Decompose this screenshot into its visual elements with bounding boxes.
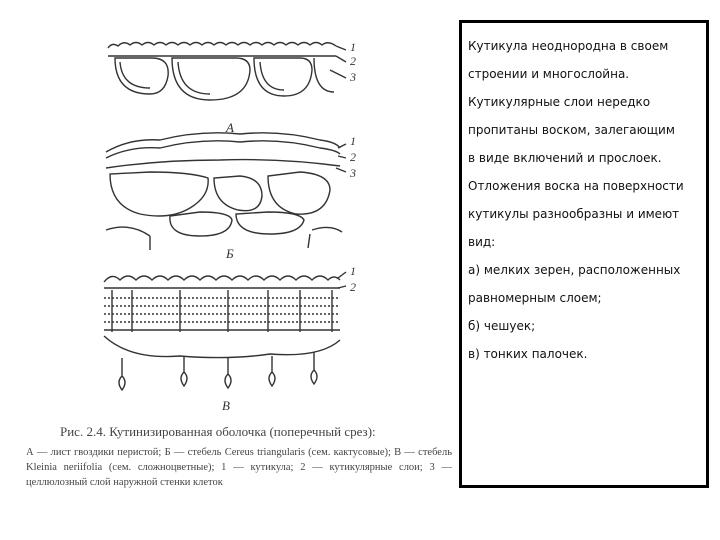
text-line-1: Кутикула неоднородна в своем [468,39,669,53]
panel-c-label: В [222,398,230,413]
text-line-4: пропитаны воском, залегающим [468,123,675,137]
text-line-12: в) тонких палочек. [468,347,588,361]
panel-a-layer-2-label: 2 [350,54,356,68]
text-line-9: а) мелких зерен, расположенных [468,263,681,277]
text-line-11: б) чешуек; [468,319,536,333]
panel-c-drawing [104,276,340,390]
panel-b-drawing [106,133,342,250]
text-line-10: равномерным слоем; [468,291,602,305]
description-text-box [459,20,709,488]
text-line-7: кутикулы разнообразны и имеют [468,207,680,221]
panel-a-drawing [108,43,336,101]
panel-b-layer-1-label: 1 [350,134,356,148]
text-line-8: вид: [468,235,496,249]
panel-b-label: Б [226,246,234,261]
cuticle-drawing [0,0,460,420]
text-line-2: строении и многослойна. [468,67,630,81]
panel-a-layer-1-label: 1 [350,40,356,54]
panel-a-label: А [226,120,234,135]
text-line-3: Кутикулярные слои нередко [468,95,651,109]
panel-b-layer-3-label: 3 [350,166,356,180]
text-line-5: в виде включений и прослоек. [468,151,662,165]
text-line-6: Отложения воска на поверхности [468,179,684,193]
panel-a-layer-3-label: 3 [350,70,356,84]
figure-caption-text: А — лист гвоздики перистой; Б — стебель Cereus triangularis (сем. кактусовые); В — стебель Kleinia neriifolia (сем. сложноцветные); 1 — кутикула; 2 — кутикулярные слои; 3 — целлюлозный слой наружной стенки клеток [26,447,452,488]
panel-c-layer-2-label: 2 [350,280,356,294]
panel-c-layer-1-label: 1 [350,264,356,278]
panel-b-layer-2-label: 2 [350,150,356,164]
figure-caption-title: Рис. 2.4. Кутинизированная оболочка (поперечный срез): [60,424,376,439]
